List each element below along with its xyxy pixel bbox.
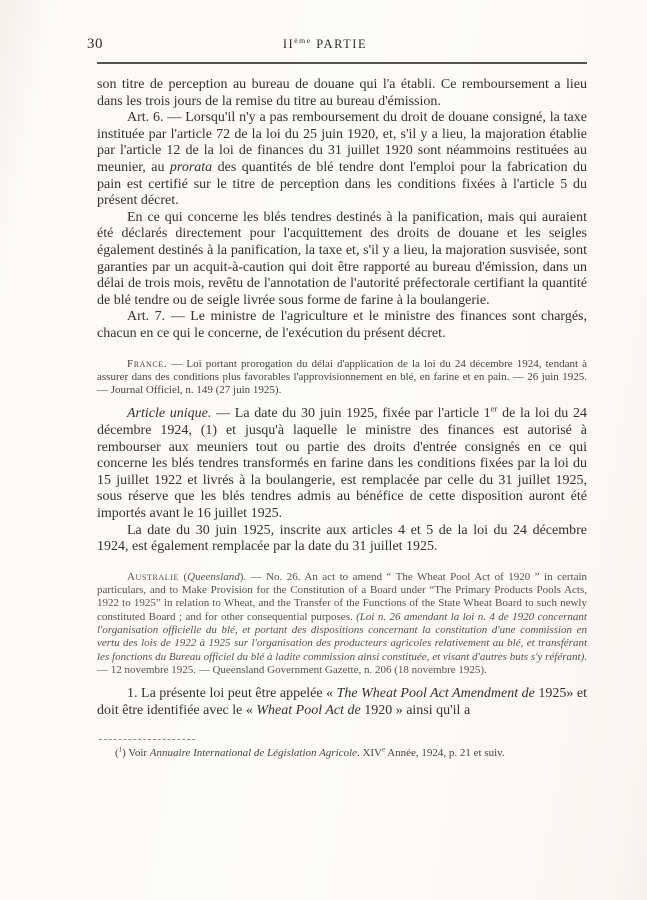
footnote-separator [99, 739, 195, 740]
text-segment: ème [294, 35, 312, 45]
page-header [87, 35, 587, 58]
text-segment: The Wheat Pool Act Amendment de [336, 686, 535, 702]
text-segment: des quantités de blé tendre dont l'emploi pour la fabrication du pain est certifié sur le titre de perception dans les conditions fixées à l'article 5 du présent décret. [97, 159, 587, 209]
text-segment: Annuaire International de Législation Agricole [149, 747, 357, 760]
paragraph [97, 523, 587, 556]
paragraph [97, 358, 587, 398]
text-segment: (Loi n. 26 amendant la loi n. 4 de 1920 concernant l'organisation officielle du blé, et portant des dispositions concernant la constitution d'une commission en vertu des lois de 1922 à 1925 sur l'organisation des producteurs agricoles relativement au blé, et transférant les fonctions du Bureau officiel du blé à ladite commission ainsi constituée, et visant d'autres buts s'y référant) [97, 610, 587, 663]
text-segment: Art. 7. — Le ministre de l'agriculture et le ministre des finances sont chargés, chacun en ce qui le concerne, de l'exécution du présent décret. [97, 309, 587, 341]
paragraph [97, 77, 587, 110]
text-segment: son titre de perception au bureau de douane qui l'a établi. Ce remboursement a lieu dans les trois jours de la remise du titre au bureau d'émission. [97, 77, 587, 109]
text-segment: 1 [118, 746, 123, 754]
text-segment: ). — No. 26. An act to amend “ The Wheat Pool Act of 1920 ” in certain particulars, and to Make Provision for the Constitution of a Board under “The Primary Products Pools Acts, 1922 to 1925” in relation to Wheat, and the Transfer of the Functions of the State Wheat Board to such newly constituted Board ; and for other consequential purposes. [97, 570, 588, 623]
text-segment: Année, 1924, p. 21 et suiv. [385, 747, 505, 760]
paragraph [97, 571, 587, 677]
text-segment: Wheat Pool Act de [256, 702, 361, 718]
text-segment: II [282, 37, 295, 51]
text-segment: prorata [169, 159, 213, 175]
page-number: 30 [87, 36, 103, 52]
paragraph [97, 686, 587, 719]
page-title [103, 37, 587, 52]
page-content [97, 77, 587, 719]
text-segment: Australie [127, 570, 180, 583]
text-segment: er [490, 403, 498, 414]
paragraph [97, 309, 587, 342]
text-segment: . — 12 novembre 1925. — Queensland Government Gazette, n. 206 (18 novembre 1925). [97, 650, 587, 676]
text-segment: 1925» et doit être identifiée avec le « [97, 686, 587, 718]
footnote [97, 747, 587, 761]
text-segment: Art. 6. — Lorsqu'il n'y a pas remboursement du droit de douane consigné, la taxe instituée par l'article 72 de la loi du 25 juin 1920, et, s'il y a lieu, la majoration établie par l'article 12 de la loi de finances du 31 juillet 1920 sont néammoins restituées au meunier, au [97, 110, 587, 175]
text-segment: La date du 30 juin 1925, inscrite aux articles 4 et 5 de la loi du 24 décembre 1924, est également remplacée par la date du 31 juillet 1925. [97, 522, 587, 555]
text-segment: e [382, 746, 386, 754]
text-segment: ( [179, 570, 188, 583]
text-segment: — Loi portant prorogation du délai d'application de la loi du 24 décembre 1924, tendant à assurer dans des conditions plus favorables l'approvisionnement en blé, en farine et en pain. — 26 juin 1925. — Journal Officiel, n. 149 (27 juin 1925). [97, 357, 587, 397]
text-segment: France. [127, 357, 168, 370]
paragraph [97, 110, 587, 210]
text-segment: de la loi du 24 décembre 1924, (1) et jusqu'à laquelle le ministre des finances est autorisé à rembourser aux meuniers tout ou partie des droits d'entrée consignés en ce qui concerne les blés tendres transformés en farine dans les conditions fixées par la loi du 15 juillet 1922 et livrés à la boulangerie, est remplacée par celle du 31 juillet 1925, sous réserve que les blés tendres admis au bénéfice de cette disposition auront été importés avant le 16 juillet 1925. [97, 406, 587, 521]
text-segment: 1. La présente loi peut être appelée « [127, 686, 337, 702]
text-segment: . XIV [356, 747, 383, 760]
text-segment: — La date du 30 juin 1925, fixée par l'article 1 [211, 406, 491, 422]
text-segment: PARTIE [311, 37, 368, 51]
text-segment: Queensland [187, 570, 240, 583]
text-segment: ( [115, 747, 119, 760]
text-segment: ) Voir [122, 747, 150, 760]
text-segment: 1920 » ainsi qu'il a [360, 702, 471, 718]
text-segment: En ce qui concerne les blés tendres destinés à la panification, mais qui auraient été déclarés directement pour l'acquittement des droits de douane et les seigles également destinés à la panification, la taxe et, s'il y a lieu, la majoration susvisée, sont garanties par un acquit-à-caution qui doit être rapporté au bureau d'émission, dans un délai de trois mois, revêtu de l'annotation de l'autorité préfectorale certifiant la quantité de blé tendre ou de seigle livrée sous forme de farine à la boulangerie. [97, 209, 587, 308]
paragraph [97, 403, 587, 522]
text-segment: Article unique. [127, 406, 212, 422]
paragraph [97, 210, 587, 310]
header-rule [97, 62, 587, 64]
